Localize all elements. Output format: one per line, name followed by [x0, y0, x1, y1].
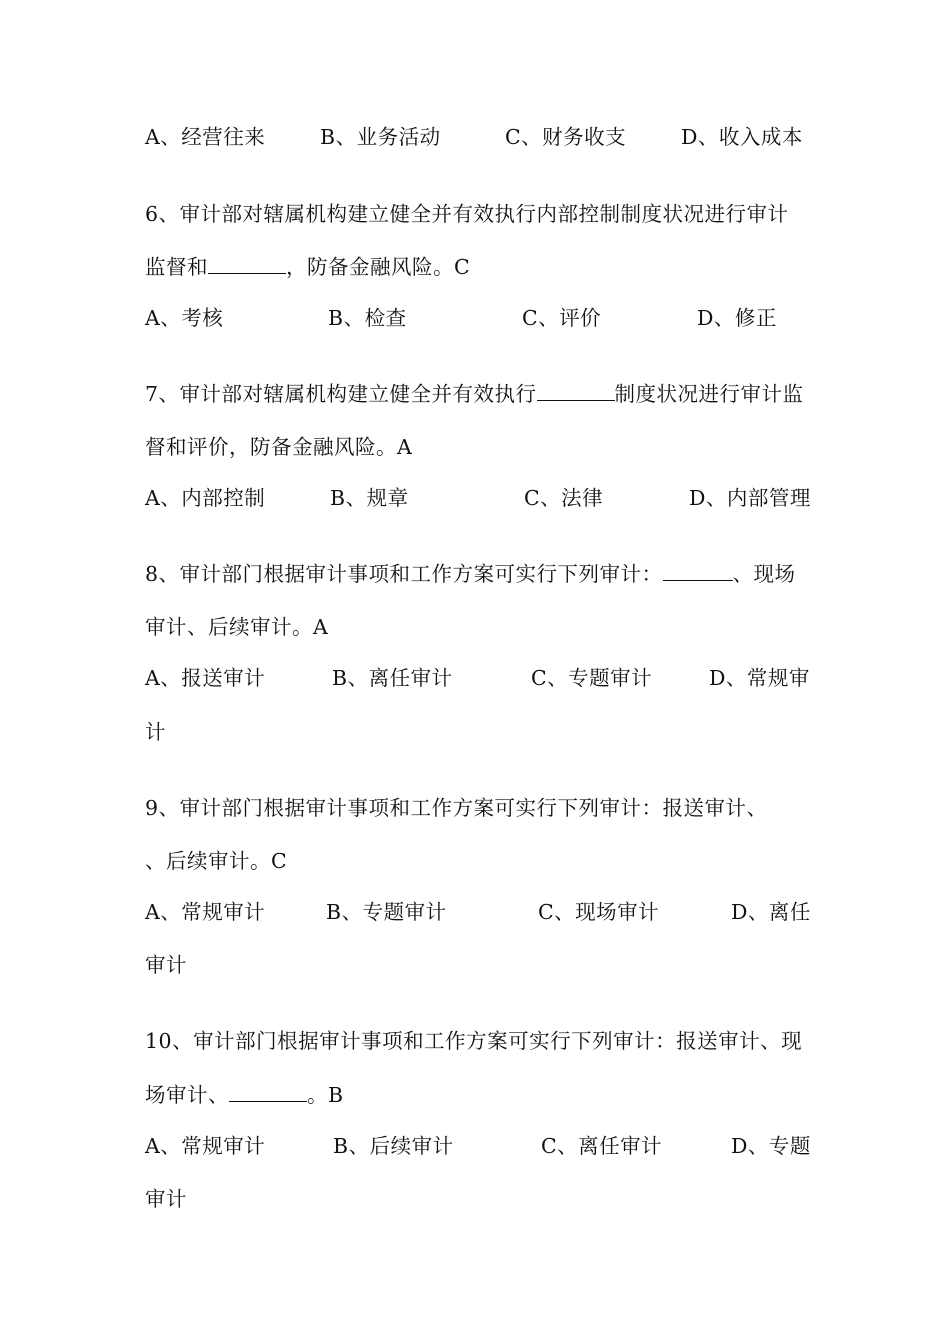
q6-option-a: A、考核 [145, 306, 224, 330]
q9-option-b: B、专题审计 [326, 900, 447, 924]
q10-stem-post: 。B [307, 1083, 344, 1107]
q7-option-c: C、法律 [524, 486, 604, 510]
q8-stem-line1 [145, 561, 796, 587]
q5-option-b: B、业务活动 [320, 125, 441, 149]
q10-stem-line2 [145, 1082, 344, 1108]
q9-stem-line2: 、后续审计。C [145, 849, 288, 873]
q8-answer-blank [663, 562, 733, 581]
q6-option-d: D、修正 [697, 306, 777, 330]
q8-option-d-wrap: 计 [145, 720, 166, 744]
q8-option-b: B、离任审计 [332, 666, 453, 690]
q10-stem-pre: 场审计、 [145, 1083, 229, 1107]
q6-stem-line2 [145, 254, 470, 280]
q9-option-a: A、常规审计 [145, 900, 266, 924]
q9-option-c: C、现场审计 [538, 900, 660, 924]
q10-stem-line1: 10、审计部门根据审计事项和工作方案可实行下列审计：报送审计、现 [145, 1029, 803, 1053]
q9-option-d-wrap: 审计 [145, 953, 187, 977]
q6-stem-pre: 监督和 [145, 255, 208, 279]
q7-stem-line1 [145, 381, 804, 407]
q5-option-a: A、经营往来 [145, 125, 266, 149]
q9-option-d: D、离任 [731, 900, 811, 924]
q5-option-d: D、收入成本 [681, 125, 803, 149]
q6-option-b: B、检查 [328, 306, 407, 330]
q8-stem-post: 、现场 [732, 562, 796, 586]
q7-stem-line2: 督和评价，防备金融风险。A [145, 435, 413, 459]
q6-stem-post: ，防备金融风险。C [286, 255, 471, 279]
q6-answer-blank [208, 255, 286, 274]
q10-option-b: B、后续审计 [333, 1134, 454, 1158]
q6-option-c: C、评价 [522, 306, 602, 330]
q7-answer-blank [537, 382, 615, 401]
q6-stem-line1: 6、审计部对辖属机构建立健全并有效执行内部控制制度状况进行审计 [145, 202, 789, 226]
q8-stem-line2: 审计、后续审计。A [145, 615, 329, 639]
q8-stem-pre: 8、审计部门根据审计事项和工作方案可实行下列审计： [145, 562, 663, 586]
q7-option-d: D、内部管理 [689, 486, 811, 510]
q10-option-c: C、离任审计 [541, 1134, 663, 1158]
q7-stem-post: 制度状况进行审计监 [614, 382, 804, 406]
q10-option-d: D、专题 [731, 1134, 811, 1158]
q8-option-c: C、专题审计 [531, 666, 653, 690]
q5-option-c: C、财务收支 [505, 125, 627, 149]
q8-option-a: A、报送审计 [145, 666, 266, 690]
q7-option-a: A、内部控制 [145, 486, 266, 510]
q8-option-d: D、常规审 [709, 666, 810, 690]
q10-answer-blank [229, 1083, 307, 1102]
q10-option-d-wrap: 审计 [145, 1187, 187, 1211]
q7-option-b: B、规章 [330, 486, 409, 510]
q9-stem-line1: 9、审计部门根据审计事项和工作方案可实行下列审计：报送审计、 [145, 796, 768, 820]
q7-stem-pre: 7、审计部对辖属机构建立健全并有效执行 [145, 382, 537, 406]
q10-option-a: A、常规审计 [145, 1134, 266, 1158]
